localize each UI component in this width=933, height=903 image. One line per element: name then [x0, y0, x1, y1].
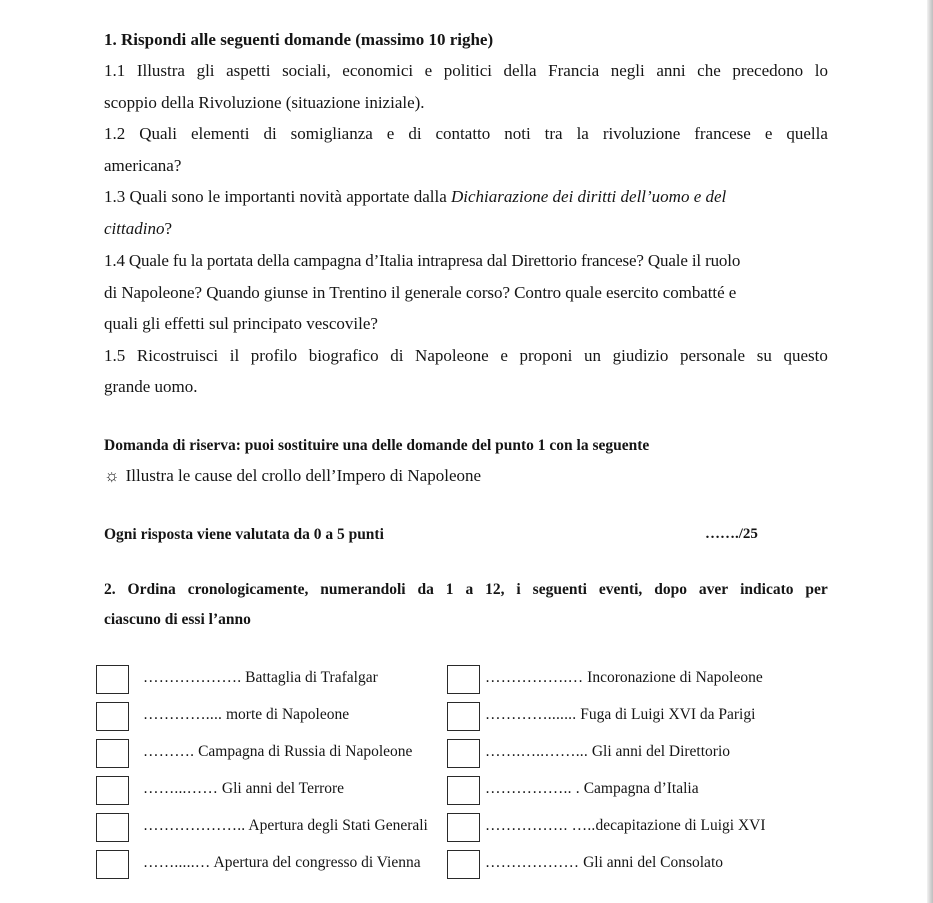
event-right-1: [485, 669, 763, 687]
section2-title-line2: ciascuno di essi l’anno: [104, 611, 251, 628]
word: sociali,: [282, 61, 331, 80]
scoring-label: Ogni risposta viene valutata da 0 a 5 punti: [104, 526, 384, 543]
event-right-5: [485, 817, 766, 835]
q1-2-line1: [104, 124, 828, 144]
event-right-3: [485, 743, 730, 761]
word: gli: [196, 61, 215, 80]
word: quella: [786, 124, 828, 143]
word: di: [390, 346, 404, 365]
word: i: [516, 581, 521, 598]
reserve-question: [104, 466, 481, 486]
order-number-box[interactable]: [447, 850, 480, 879]
word: dopo: [654, 581, 687, 598]
word: 2.: [104, 581, 116, 598]
word: economici: [342, 61, 414, 80]
word: lo: [814, 61, 828, 80]
word: noti: [504, 124, 531, 143]
word: indicato: [740, 581, 794, 598]
event-left-5: [143, 817, 428, 835]
section1-title: 1. Rispondi alle seguenti domande (massimo 10 righe): [104, 30, 494, 49]
q1-3-question-mark: ?: [164, 219, 172, 238]
q1-2-line2: americana?: [104, 156, 182, 175]
order-number-box[interactable]: [96, 665, 129, 694]
word: elementi: [190, 124, 250, 143]
year-blank[interactable]: ……………….: [143, 669, 242, 686]
word: 1: [445, 581, 454, 598]
word: a: [465, 581, 474, 598]
word: da: [417, 581, 434, 598]
order-number-box[interactable]: [447, 776, 480, 805]
q1-5-line1: [104, 346, 828, 366]
order-number-box[interactable]: [96, 739, 129, 768]
word: Illustra: [136, 61, 185, 80]
order-number-box[interactable]: [96, 776, 129, 805]
word: su: [756, 346, 772, 365]
order-number-box[interactable]: [96, 702, 129, 731]
reserve-text: Illustra le cause del crollo dell’Impero di Napoleone: [125, 466, 482, 485]
event-right-2: [485, 706, 755, 724]
event-label: Campagna d’Italia: [583, 780, 699, 797]
word: Francia: [548, 61, 600, 80]
year-blank[interactable]: …….…..……...: [485, 743, 588, 760]
order-number-box[interactable]: [447, 665, 480, 694]
order-number-box[interactable]: [447, 813, 480, 842]
q1-4-line2: di Napoleone? Quando giunse in Trentino il generale corso? Contro quale esercito combatté e: [104, 283, 737, 302]
word: Ordina: [127, 581, 176, 598]
word: cronologicamente,: [187, 581, 309, 598]
word: aspetti: [226, 61, 271, 80]
section2-title-line1: [104, 580, 828, 600]
event-label: Apertura del congresso di Vienna: [213, 854, 421, 871]
year-blank[interactable]: ……….: [143, 743, 195, 760]
q1-3-line1: [104, 187, 828, 207]
order-number-box[interactable]: [96, 850, 129, 879]
word: 1.1: [104, 61, 126, 80]
event-left-3: [143, 743, 412, 761]
event-left-6: [143, 854, 421, 872]
word: per: [805, 581, 828, 598]
word: questo: [783, 346, 828, 365]
q1-1-line1: [104, 61, 828, 81]
word: e: [500, 346, 508, 365]
word: profilo: [250, 346, 298, 365]
reserve-title: Domanda di riserva: puoi sostituire una delle domande del punto 1 con la seguente: [104, 437, 650, 454]
word: e: [764, 124, 773, 143]
page-edge-shadow: [927, 0, 933, 903]
word: la: [576, 124, 589, 143]
word: proponi: [519, 346, 573, 365]
q1-1-line2: scoppio della Rivoluzione (situazione iniziale).: [104, 93, 425, 112]
word: 1.5: [104, 346, 126, 365]
event-label: Gli anni del Consolato: [583, 854, 723, 871]
q1-5-line2: grande uomo.: [104, 377, 198, 396]
word: precedono: [732, 61, 804, 80]
event-right-4: [485, 780, 699, 798]
event-label: decapitazione di Luigi XVI: [595, 817, 766, 834]
event-right-6: [485, 854, 723, 872]
word: 12,: [485, 581, 505, 598]
q1-3-italic-title-end: cittadino: [104, 219, 165, 238]
order-number-box[interactable]: [96, 813, 129, 842]
word: biografico: [308, 346, 379, 365]
score-total: ……./25: [705, 526, 758, 542]
word: aver: [698, 581, 729, 598]
word: negli: [610, 61, 645, 80]
word: politici: [443, 61, 492, 80]
word: personale: [679, 346, 746, 365]
sun-bullet-icon: ☼: [104, 466, 120, 485]
word: che: [697, 61, 721, 80]
event-label: Fuga di Luigi XVI da Parigi: [580, 706, 756, 723]
word: Napoleone: [415, 346, 489, 365]
event-label: Battaglia di Trafalgar: [245, 669, 378, 686]
word: anni: [656, 61, 686, 80]
year-blank[interactable]: …………….…: [485, 669, 584, 686]
word: seguenti: [532, 581, 587, 598]
word: contatto: [435, 124, 491, 143]
event-label: morte di Napoleone: [225, 706, 350, 723]
event-label: Gli anni del Direttorio: [591, 743, 731, 760]
year-blank[interactable]: …….....…: [143, 854, 211, 871]
event-label: Apertura degli Stati Generali: [248, 817, 428, 834]
year-blank[interactable]: ……………. …..: [485, 817, 596, 834]
year-blank[interactable]: …………....: [143, 706, 223, 723]
year-blank[interactable]: ……...……: [143, 780, 219, 797]
word: di: [408, 124, 422, 143]
word: il: [229, 346, 240, 365]
event-label: Gli anni del Terrore: [221, 780, 345, 797]
word: di: [263, 124, 277, 143]
word: un: [584, 346, 601, 365]
q1-4-line3: quali gli effetti sul principato vescovile?: [104, 314, 378, 333]
order-number-box[interactable]: [447, 739, 480, 768]
word: somiglianza: [290, 124, 373, 143]
year-blank[interactable]: ………………..: [143, 817, 246, 834]
event-left-2: [143, 706, 349, 724]
event-label: Incoronazione di Napoleone: [587, 669, 763, 686]
year-blank[interactable]: …………….. .: [485, 780, 580, 797]
order-number-box[interactable]: [447, 702, 480, 731]
word: e: [424, 61, 433, 80]
word: della: [503, 61, 537, 80]
word: francese: [694, 124, 751, 143]
year-blank[interactable]: ………….......: [485, 706, 577, 723]
word: Ricostruisci: [136, 346, 219, 365]
word: Quali: [139, 124, 177, 143]
q1-4-line1: 1.4 Quale fu la portata della campagna d’Italia intrapresa dal Direttorio francese? Quale il ruolo: [104, 251, 741, 270]
word: rivoluzione: [602, 124, 681, 143]
event-left-1: [143, 669, 378, 687]
event-left-4: [143, 780, 344, 798]
word: eventi,: [598, 581, 643, 598]
word: tra: [544, 124, 563, 143]
word: e: [386, 124, 395, 143]
word: numerandoli: [320, 581, 406, 598]
year-blank[interactable]: ………………: [485, 854, 580, 871]
q1-3-italic-title: Dichiarazione dei diritti dell’uomo e del: [451, 187, 727, 206]
word: giudizio: [612, 346, 669, 365]
word: 1.2: [104, 124, 126, 143]
q1-3-line2: [104, 219, 172, 239]
q1-3-text: 1.3 Quali sono le importanti novità apportate dalla: [104, 187, 447, 206]
event-label: Campagna di Russia di Napoleone: [198, 743, 413, 760]
